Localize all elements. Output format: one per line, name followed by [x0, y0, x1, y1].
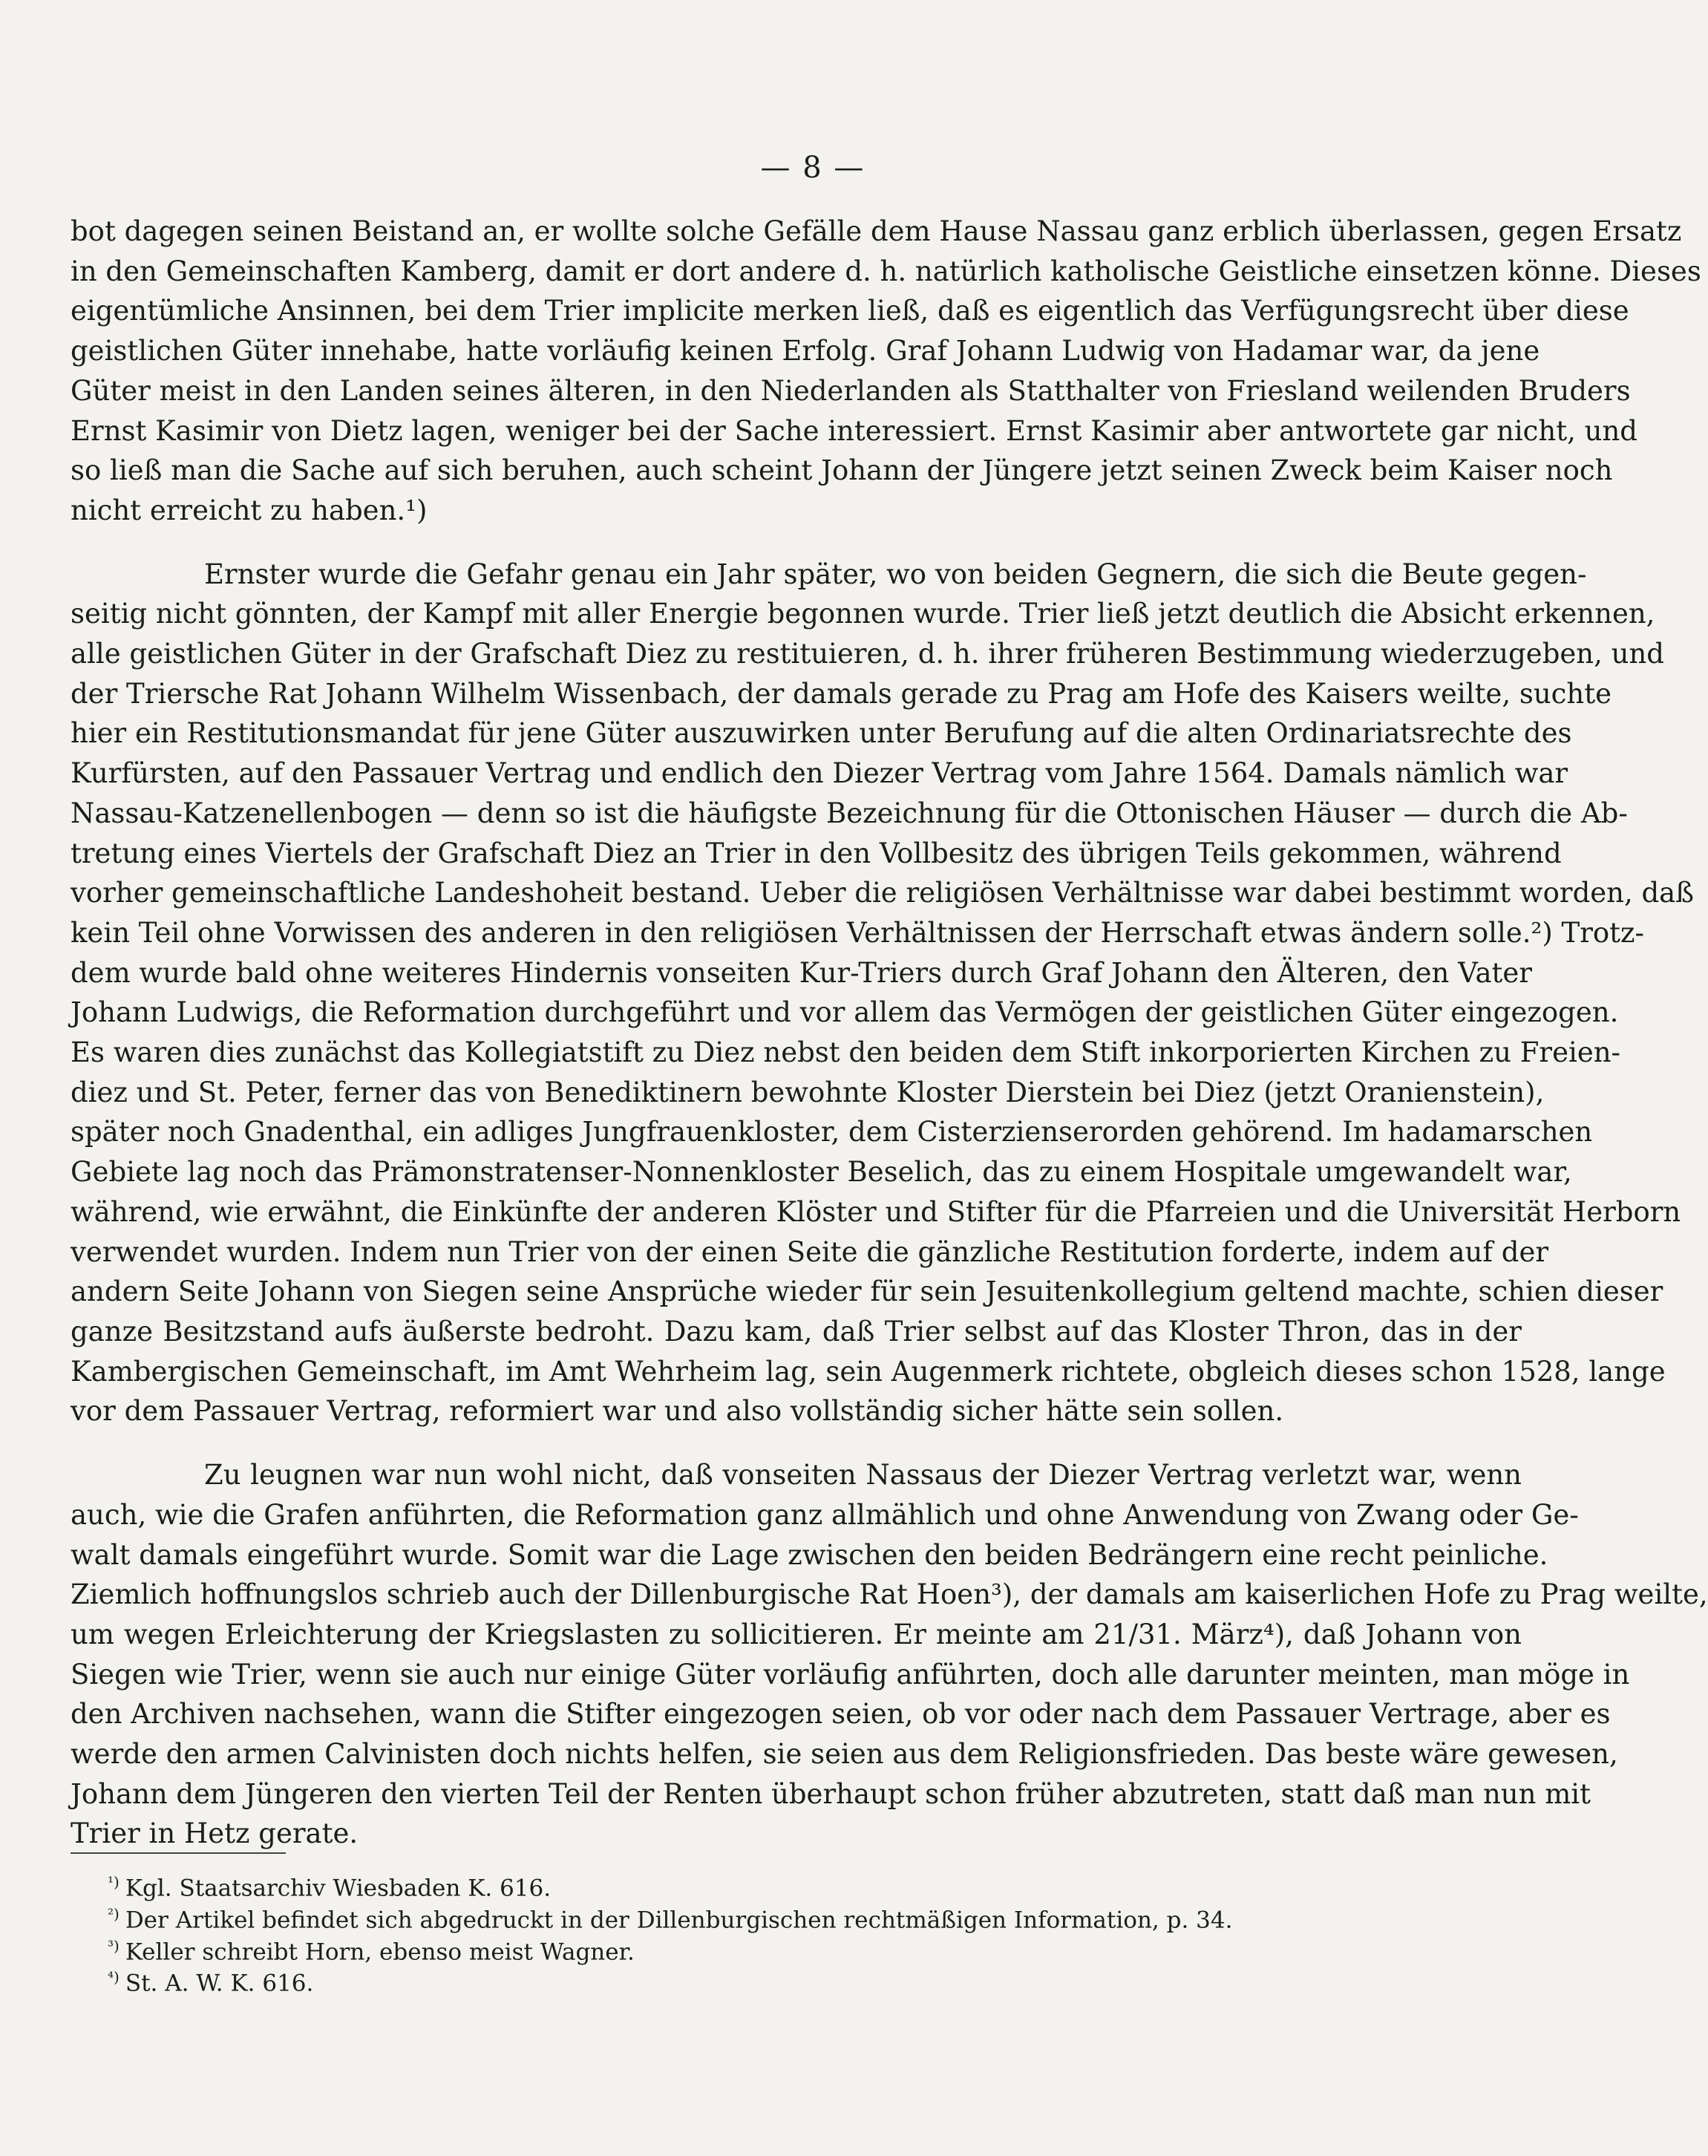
footnote-mark: ¹): [108, 1873, 120, 1891]
text-line: nicht erreicht zu haben.¹): [71, 494, 428, 526]
text-line: auch, wie die Grafen anführten, die Reformation ganz allmählich und ohne Anwendung von Zwang oder Ge-: [71, 1498, 1579, 1531]
footnote: [108, 1933, 1370, 1965]
footnotes: [108, 1869, 1370, 1996]
text-line: verwendet wurden. Indem nun Trier von der einen Seite die gänzliche Restitution forderte, indem auf der: [71, 1235, 1549, 1268]
text-line: Es waren dies zunächst das Kollegiatstift zu Diez nebst den beiden dem Stift inkorporierten Kirchen zu Freien-: [71, 1036, 1621, 1069]
body-text: [71, 212, 1708, 1878]
text-line: Zu leugnen war nun wohl nicht, daß vonseiten Nassaus der Diezer Vertrag verletzt war, wenn: [204, 1459, 1522, 1492]
text-line: vorher gemeinschaftliche Landeshoheit bestand. Ueber die religiösen Verhältnisse war dabei bestimmt worden, daß: [71, 877, 1694, 909]
footnote: [108, 1901, 1370, 1933]
text-line: um wegen Erleichterung der Kriegslasten zu sollicitieren. Er meinte am 21/31. März⁴), daß Johann von: [71, 1618, 1522, 1650]
text-line: tretung eines Viertels der Grafschaft Diez an Trier in den Vollbesitz des übrigen Teils gekommen, während: [71, 837, 1562, 869]
text-line: Nassau-Katzenellenbogen — denn so ist die häufigste Bezeichnung für die Ottonischen Häuser — durch die Ab-: [71, 797, 1628, 829]
text-line: während, wie erwähnt, die Einkünfte der anderen Klöster und Stifter für die Pfarreien und die Universität Herborn: [71, 1195, 1681, 1228]
footnote: [108, 1869, 1370, 1901]
text-line: kein Teil ohne Vorwissen des anderen in den religiösen Verhältnissen der Herrschaft etwas ändern solle.²) Trotz-: [71, 916, 1645, 949]
page-number: — 8 —: [760, 151, 866, 185]
text-line: seitig nicht gönnten, der Kampf mit aller Energie begonnen wurde. Trier ließ jetzt deutlich die Absicht erkennen,: [71, 598, 1655, 630]
footnote-mark: ⁴): [108, 1968, 120, 1987]
text-line: in den Gemeinschaften Kamberg, damit er dort andere d. h. natürlich katholische Geistliche einsetzen könne. Dieses: [71, 255, 1701, 287]
paragraph-3: [71, 1455, 1708, 1854]
text-line: der Triersche Rat Johann Wilhelm Wissenbach, der damals gerade zu Prag am Hofe des Kaisers weilte, suchte: [71, 677, 1612, 710]
footnote-text: St. A. W. K. 616.: [125, 1970, 314, 1997]
paragraph-1: [71, 212, 1701, 531]
text-line: Kambergischen Gemeinschaft, im Amt Wehrheim lag, sein Augenmerk richtete, obgleich dieses schon 1528, lange: [71, 1355, 1666, 1388]
text-line: so ließ man die Sache auf sich beruhen, auch scheint Johann der Jüngere jetzt seinen Zweck beim Kaiser noch: [71, 454, 1613, 487]
text-line: Siegen wie Trier, wenn sie auch nur einige Güter vorläufig anführten, doch alle darunter meinten, man möge in: [71, 1658, 1630, 1690]
text-line: dem wurde bald ohne weiteres Hindernis vonseiten Kur-Triers durch Graf Johann den Älteren, den Vater: [71, 956, 1532, 989]
footnote-mark: ³): [108, 1936, 120, 1955]
text-line: Gebiete lag noch das Prämonstratenser-Nonnenkloster Beselich, das zu einem Hospitale umgewandelt war,: [71, 1156, 1572, 1189]
text-line: geistlichen Güter innehabe, hatte vorläufig keinen Erfolg. Graf Johann Ludwig von Hadamar war, da jene: [71, 335, 1540, 368]
text-line: später noch Gnadenthal, ein adliges Jungfrauenkloster, dem Cisterzienserorden gehörend. Im hadamarschen: [71, 1116, 1593, 1149]
footnote-text: Keller schreibt Horn, ebenso meist Wagner.: [125, 1938, 635, 1965]
text-line: Johann dem Jüngeren den vierten Teil der Renten überhaupt schon früher abzutreten, statt daß man nun mit: [71, 1777, 1591, 1810]
text-line: vor dem Passauer Vertrag, reformiert war und also vollständig sicher hätte sein sollen.: [71, 1395, 1284, 1428]
text-line: eigentümliche Ansinnen, bei dem Trier implicite merken ließ, daß es eigentlich das Verfügungsrecht über diese: [71, 295, 1629, 327]
text-line: ganze Besitzstand aufs äußerste bedroht. Dazu kam, daß Trier selbst auf das Kloster Thron, das in der: [71, 1315, 1522, 1348]
text-line: bot dagegen seinen Beistand an, er wollte solche Gefälle dem Hause Nassau ganz erblich überlassen, gegen Ersatz: [71, 215, 1682, 247]
text-line: Ernst Kasimir von Dietz lagen, weniger bei der Sache interessiert. Ernst Kasimir aber antwortete gar nicht, und: [71, 414, 1637, 447]
footnote: [108, 1964, 1370, 1996]
text-line: Güter meist in den Landen seines älteren, in den Niederlanden als Statthalter von Friesland weilenden Bruders: [71, 374, 1631, 407]
text-line: Kurfürsten, auf den Passauer Vertrag und endlich den Diezer Vertrag vom Jahre 1564. Damals nämlich war: [71, 757, 1568, 790]
text-line: werde den armen Calvinisten doch nichts helfen, sie seien aus dem Religionsfrieden. Das beste wäre gewesen,: [71, 1738, 1618, 1771]
text-line: hier ein Restitutionsmandat für jene Güter auszuwirken unter Berufung auf die alten Ordinariatsrechte des: [71, 717, 1572, 750]
text-line: diez und St. Peter, ferner das von Benediktinern bewohnte Kloster Dierstein bei Diez (jetzt Oranienstein),: [71, 1076, 1545, 1108]
text-line: Trier in Hetz gerate.: [71, 1817, 359, 1850]
text-line: walt damals eingeführt wurde. Somit war die Lage zwischen den beiden Bedrängern eine recht peinliche.: [71, 1538, 1548, 1571]
paragraph-2: [71, 555, 1694, 1431]
footnote-divider: [71, 1852, 286, 1854]
footnote-text: Kgl. Staatsarchiv Wiesbaden K. 616.: [125, 1875, 552, 1902]
footnote-text: Der Artikel befindet sich abgedruckt in der Dillenburgischen rechtmäßigen Information, p. 34.: [125, 1907, 1233, 1934]
text-line: Johann Ludwigs, die Reformation durchgeführt und vor allem das Vermögen der geistlichen Güter eingezogen.: [71, 996, 1619, 1029]
text-line: andern Seite Johann von Siegen seine Ansprüche wieder für sein Jesuitenkollegium geltend machte, schien dieser: [71, 1275, 1663, 1308]
footnote-mark: ²): [108, 1904, 120, 1923]
text-line: alle geistlichen Güter in der Grafschaft Diez zu restituieren, d. h. ihrer früheren Bestimmung wiederzugeben, und: [71, 638, 1664, 670]
text-line: Ziemlich hoffnungslos schrieb auch der Dillenburgische Rat Hoen³), der damals am kaiserlichen Hofe zu Prag weilte,: [71, 1578, 1708, 1611]
text-line: den Archiven nachsehen, wann die Stifter eingezogen seien, ob vor oder nach dem Passauer Vertrage, aber es: [71, 1698, 1611, 1731]
text-line: Ernster wurde die Gefahr genau ein Jahr später, wo von beiden Gegnern, die sich die Beute gegen-: [204, 558, 1587, 590]
